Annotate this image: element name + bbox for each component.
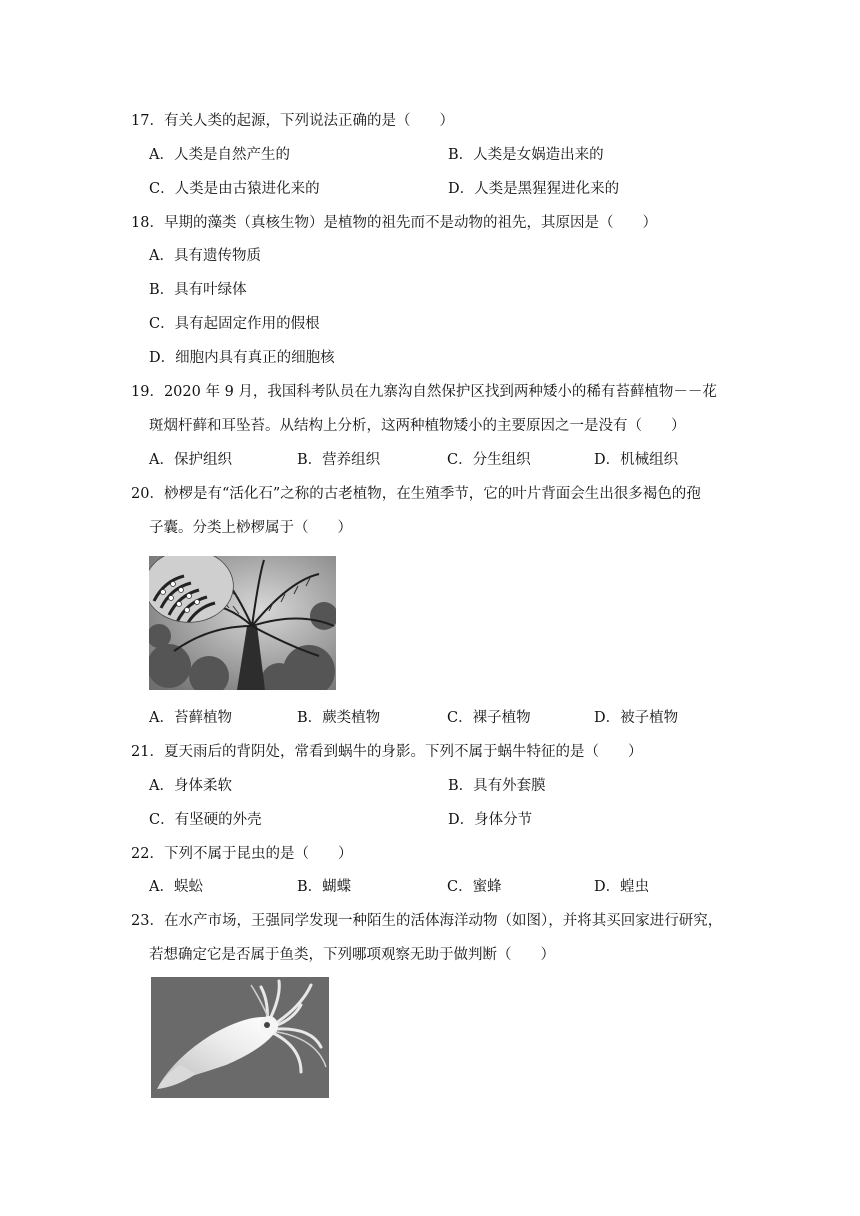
q17-option-a: A．人类是自然产生的 — [149, 147, 290, 163]
question-18-stem: 18．早期的藻类（真核生物）是植物的祖先而不是动物的祖先，其原因是（ ） — [131, 215, 657, 231]
question-23-stem-line-2: 若想确定它是否属于鱼类，下列哪项观察无助于做判断（ ） — [149, 947, 555, 963]
q20-option-a: A．苔藓植物 — [149, 710, 232, 726]
question-19-stem-line-2: 斑烟杆藓和耳坠苔。从结构上分析，这两种植物矮小的主要原因之一是没有（ ） — [149, 418, 686, 434]
q19-option-b: B．营养组织 — [297, 452, 381, 468]
q20-option-b: B．蕨类植物 — [297, 710, 381, 726]
q22-option-d: D．蝗虫 — [594, 879, 650, 895]
q18-option-a: A．具有遗传物质 — [149, 248, 261, 264]
question-20-stem-line-2: 子囊。分类上桫椤属于（ ） — [149, 520, 352, 536]
question-23-stem-line-1: 23．在水产市场，王强同学发现一种陌生的活体海洋动物（如图），并将其买回家进行研究， — [131, 913, 723, 929]
question-19-stem-line-1: 19．2020 年 9 月，我国科考队员在九寨沟自然保护区找到两种矮小的稀有苔藓植物－－花 — [131, 384, 717, 400]
question-22-stem: 22．下列不属于昆虫的是（ ） — [131, 846, 353, 862]
q19-option-c: C．分生组织 — [447, 452, 531, 468]
tree-fern-photo — [149, 556, 336, 690]
q18-option-c: C．具有起固定作用的假根 — [149, 316, 320, 332]
q20-option-d: D．被子植物 — [594, 710, 679, 726]
question-21-stem: 21．夏天雨后的背阴处，常看到蜗牛的身影。下列不属于蜗牛特征的是（ ） — [131, 744, 643, 760]
q19-option-a: A．保护组织 — [149, 452, 232, 468]
q20-option-c: C．裸子植物 — [447, 710, 531, 726]
q17-option-b: B．人类是女娲造出来的 — [448, 147, 604, 163]
q18-option-b: B．具有叶绿体 — [149, 282, 247, 298]
q22-option-c: C．蜜蜂 — [447, 879, 502, 895]
question-17-stem: 17．有关人类的起源，下列说法正确的是（ ） — [131, 113, 454, 129]
q21-option-c: C．有坚硬的外壳 — [149, 812, 262, 828]
q17-option-d: D．人类是黑猩猩进化来的 — [448, 181, 620, 197]
q22-option-b: B．蝴蝶 — [297, 879, 352, 895]
question-20-stem-line-1: 20．桫椤是有“活化石”之称的古老植物，在生殖季节，它的叶片背面会生出很多褐色的孢 — [131, 486, 701, 502]
q21-option-b: B．具有外套膜 — [448, 778, 546, 794]
q21-option-a: A．身体柔软 — [149, 778, 232, 794]
q21-option-d: D．身体分节 — [448, 812, 533, 828]
q17-option-c: C．人类是由古猿进化来的 — [149, 181, 320, 197]
q18-option-d: D．细胞内具有真正的细胞核 — [149, 350, 335, 366]
q22-option-a: A．蜈蚣 — [149, 879, 203, 895]
squid-photo — [151, 977, 329, 1098]
q19-option-d: D．机械组织 — [594, 452, 679, 468]
